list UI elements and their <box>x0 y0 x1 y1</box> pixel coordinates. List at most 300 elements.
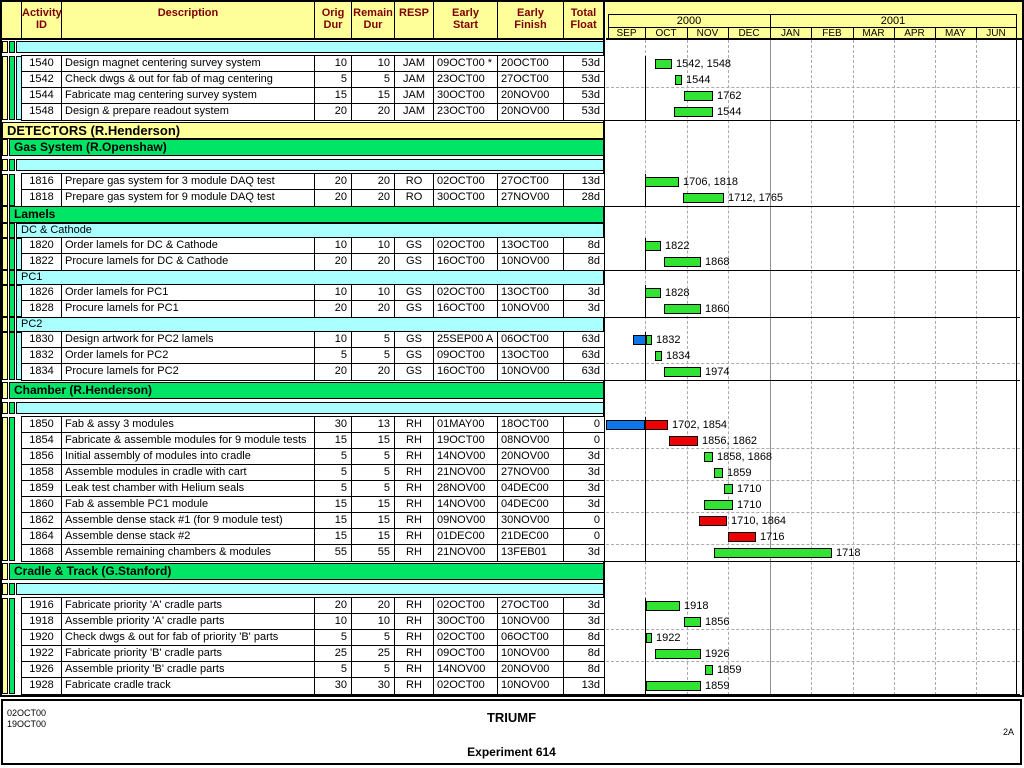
activity-row-1830[interactable] <box>22 332 604 348</box>
cell-es: 09OCT00 * <box>434 56 498 71</box>
bar-label-1864: 1716 <box>760 531 785 543</box>
cell-resp: RH <box>395 630 434 645</box>
group-stripe-yellow <box>2 402 8 414</box>
gantt-bar-1542[interactable] <box>675 75 682 85</box>
cell-ef: 13OCT00 <box>498 348 564 363</box>
group-band-gas-system-r-openshaw[interactable]: Gas System (R.Openshaw) <box>9 139 604 156</box>
cell-es: 30OCT00 <box>434 614 498 629</box>
column-header-desc <box>62 2 315 40</box>
cell-remain: 15 <box>352 529 395 544</box>
cell-es: 01DEC00 <box>434 529 498 544</box>
cell-remain: 20 <box>352 254 395 270</box>
cell-id: 1544 <box>22 88 62 103</box>
cell-ef: 04DEC00 <box>498 481 564 496</box>
column-header-line1: Remain <box>353 7 393 19</box>
group-band-spacer <box>16 159 604 171</box>
group-stripe-yellow <box>2 598 8 694</box>
year-tick <box>608 14 609 27</box>
gantt-bar-1816[interactable] <box>645 177 679 187</box>
activity-row-1856[interactable] <box>22 449 604 465</box>
activity-row-1826[interactable] <box>22 285 604 301</box>
month-tick <box>728 27 729 40</box>
group-stripe-green <box>9 223 15 238</box>
column-header-line1: Early <box>517 7 544 19</box>
row-separator-gridline <box>606 544 1020 545</box>
activity-row-1816[interactable] <box>22 174 604 190</box>
activity-row-1832[interactable] <box>22 348 604 364</box>
block-bottom-line <box>605 120 1020 121</box>
cell-remain: 20 <box>352 174 395 189</box>
cell-tf: 53d <box>581 57 600 69</box>
cell-remain: 55 <box>352 545 395 561</box>
cell-id: 1818 <box>22 190 62 206</box>
cell-id: 1864 <box>22 529 62 544</box>
gantt-bar-1830[interactable] <box>646 335 652 345</box>
cell-desc: Design & prepare readout system <box>62 104 315 120</box>
group-stripe-green <box>9 285 15 317</box>
cell-desc: Fabricate priority 'B' cradle parts <box>62 646 315 661</box>
cell-orig: 15 <box>315 88 352 103</box>
cell-orig: 15 <box>315 529 352 544</box>
cell-es: 30OCT00 <box>434 88 498 103</box>
activity-table-block <box>21 173 605 207</box>
cell-desc: Order lamels for PC2 <box>62 348 315 363</box>
group-band-pc1[interactable]: PC1 <box>16 270 604 285</box>
group-band-dc-cathode[interactable]: DC & Cathode <box>16 223 604 238</box>
cell-remain: 10 <box>352 238 395 253</box>
column-header-line2: Dur <box>363 19 383 31</box>
group-stripe-yellow <box>2 238 8 270</box>
cell-id: 1916 <box>22 598 62 613</box>
gantt-bar-1858[interactable] <box>714 468 723 478</box>
gantt-bar-1856[interactable] <box>704 452 713 462</box>
block-bottom-line <box>605 270 1020 271</box>
cell-desc: Assemble priority 'B' cradle parts <box>62 662 315 677</box>
cell-id: 1868 <box>22 545 62 561</box>
gantt-bar-1826[interactable] <box>645 288 661 298</box>
cell-id: 1859 <box>22 481 62 496</box>
column-header-line1: RESP <box>399 7 429 19</box>
cell-orig: 15 <box>315 497 352 512</box>
block-bottom-line <box>605 380 1020 381</box>
cell-ef: 27NOV00 <box>498 465 564 480</box>
cell-id: 1826 <box>22 285 62 300</box>
column-header-line2: ID <box>36 19 47 31</box>
month-tick <box>770 27 771 40</box>
cell-ef: 27OCT00 <box>498 174 564 189</box>
activity-row-1868[interactable] <box>22 545 604 561</box>
group-band-spacer <box>16 41 604 53</box>
month-header-jun: JUN <box>986 28 1006 39</box>
cell-tf: 28d <box>581 191 600 203</box>
bar-label-1854: 1856, 1862 <box>702 435 758 447</box>
cell-resp: RH <box>395 417 434 432</box>
row-separator-gridline <box>606 480 1020 481</box>
cell-desc: Order lamels for PC1 <box>62 285 315 300</box>
cell-ef: 10NOV00 <box>498 646 564 661</box>
block-bottom-line <box>605 206 1020 207</box>
month-tick <box>894 27 895 40</box>
cell-ef: 21DEC00 <box>498 529 564 544</box>
bar-label-1916: 1918 <box>684 600 709 612</box>
gantt-bar-1548[interactable] <box>674 107 713 117</box>
cell-tf: 63d <box>581 365 600 377</box>
group-stripe-green <box>9 270 15 285</box>
group-stripe-yellow <box>2 417 8 561</box>
gantt-block <box>606 332 1020 380</box>
gantt-bar-1868[interactable] <box>714 548 832 558</box>
activity-row-1854[interactable] <box>22 433 604 449</box>
cell-es: 09NOV00 <box>434 513 498 528</box>
gantt-bar-1918[interactable] <box>684 617 701 627</box>
cell-id: 1854 <box>22 433 62 448</box>
cell-ef: 18OCT00 <box>498 417 564 432</box>
column-header-line1: Description <box>157 7 219 19</box>
bar-label-1856: 1858, 1868 <box>717 451 773 463</box>
group-band-pc2[interactable]: PC2 <box>16 317 604 332</box>
cell-id: 1820 <box>22 238 62 253</box>
activity-row-1859[interactable] <box>22 481 604 497</box>
cell-orig: 5 <box>315 630 352 645</box>
cell-remain: 15 <box>352 433 395 448</box>
gantt-bar-1859[interactable] <box>724 484 733 494</box>
cell-remain: 5 <box>352 465 395 480</box>
cell-ef: 13OCT00 <box>498 285 564 300</box>
activity-row-1544[interactable] <box>22 88 604 104</box>
cell-es: 02OCT00 <box>434 678 498 694</box>
cell-ef: 13FEB01 <box>498 545 564 561</box>
cell-orig: 10 <box>315 238 352 253</box>
gantt-bar-1916[interactable] <box>646 601 680 611</box>
bar-label-1859: 1710 <box>737 483 762 495</box>
cell-orig: 10 <box>315 614 352 629</box>
cell-desc: Fab & assemble PC1 module <box>62 497 315 512</box>
activity-row-1920[interactable] <box>22 630 604 646</box>
cell-resp: RO <box>395 190 434 206</box>
group-band-lamels[interactable]: Lamels <box>9 206 604 223</box>
bar-label-1922: 1926 <box>705 648 730 660</box>
activity-table-block <box>21 597 605 695</box>
cell-resp: RH <box>395 678 434 694</box>
cell-ef: 20NOV00 <box>498 88 564 103</box>
sheet-number: 2A <box>1002 727 1014 737</box>
gantt-bar-1920[interactable] <box>646 633 652 643</box>
activity-row-1926[interactable] <box>22 662 604 678</box>
cell-resp: GS <box>395 285 434 300</box>
cell-id: 1862 <box>22 513 62 528</box>
gantt-bar-1864[interactable] <box>728 532 756 542</box>
cell-es: 09OCT00 <box>434 348 498 363</box>
footer-start-date: 02OCT00 <box>7 708 47 718</box>
activity-row-1822[interactable] <box>22 254 604 270</box>
row-separator-gridline <box>606 661 1020 662</box>
report-subtitle: Experiment 614 <box>467 745 556 759</box>
group-stripe-yellow <box>2 174 8 206</box>
activity-row-1916[interactable] <box>22 598 604 614</box>
cell-tf: 13d <box>581 175 600 187</box>
cell-orig: 5 <box>315 348 352 363</box>
activity-row-1918[interactable] <box>22 614 604 630</box>
activity-row-1828[interactable] <box>22 301 604 317</box>
cell-es: 28NOV00 <box>434 481 498 496</box>
cell-orig: 5 <box>315 662 352 677</box>
column-header-orig <box>315 2 352 40</box>
cell-remain: 15 <box>352 88 395 103</box>
bar-label-1862: 1710, 1864 <box>731 515 787 527</box>
cell-remain: 5 <box>352 481 395 496</box>
cell-resp: JAM <box>395 104 434 120</box>
column-header-line1: Early <box>452 7 479 19</box>
cell-es: 30OCT00 <box>434 190 498 206</box>
cell-resp: RH <box>395 598 434 613</box>
cell-remain: 5 <box>352 449 395 464</box>
row-separator-gridline <box>606 448 1020 449</box>
cell-orig: 10 <box>315 285 352 300</box>
activity-row-1862[interactable] <box>22 513 604 529</box>
cell-orig: 10 <box>315 56 352 71</box>
bar-label-1826: 1828 <box>665 287 690 299</box>
cell-tf: 3d <box>587 466 600 478</box>
cell-resp: RH <box>395 614 434 629</box>
cell-resp: GS <box>395 332 434 347</box>
cell-orig: 5 <box>315 481 352 496</box>
bar-label-1832: 1834 <box>666 350 691 362</box>
month-tick <box>1016 27 1017 40</box>
activity-row-1864[interactable] <box>22 529 604 545</box>
gantt-block <box>606 598 1020 694</box>
cell-es: 16OCT00 <box>434 364 498 380</box>
cell-desc: Initial assembly of modules into cradle <box>62 449 315 464</box>
report-title: TRIUMF <box>486 710 537 725</box>
activity-row-1928[interactable] <box>22 678 604 694</box>
year-header-2001: 2001 <box>880 15 906 27</box>
gantt-bar-1926[interactable] <box>705 665 713 675</box>
cell-remain: 15 <box>352 497 395 512</box>
cell-tf: 3d <box>587 482 600 494</box>
cell-id: 1834 <box>22 364 62 380</box>
group-stripe-yellow <box>2 206 8 223</box>
cell-tf: 63d <box>581 333 600 345</box>
gantt-bar-1850[interactable] <box>645 420 668 430</box>
column-header-gutter <box>2 2 22 40</box>
bar-label-1540: 1542, 1548 <box>676 58 732 70</box>
cell-es: 23OCT00 <box>434 72 498 87</box>
cell-es: 02OCT00 <box>434 174 498 189</box>
cell-tf: 53d <box>581 105 600 117</box>
month-header-dec: DEC <box>738 28 760 39</box>
bar-label-1830: 1832 <box>656 334 681 346</box>
activity-row-1540[interactable] <box>22 56 604 72</box>
cell-remain: 20 <box>352 190 395 206</box>
cell-id: 1920 <box>22 630 62 645</box>
gantt-bar-1544[interactable] <box>684 91 713 101</box>
cell-es: 14NOV00 <box>434 662 498 677</box>
group-band-cradle-track-g-stanford[interactable]: Cradle & Track (G.Stanford) <box>9 563 604 580</box>
footer-data-date: 19OCT00 <box>7 719 47 729</box>
cell-id: 1822 <box>22 254 62 270</box>
gantt-block <box>606 417 1020 561</box>
cell-es: 21NOV00 <box>434 545 498 561</box>
gantt-bar-1928[interactable] <box>646 681 701 691</box>
column-header-line2: Float <box>570 19 597 31</box>
month-tick <box>976 27 977 40</box>
gantt-bar-1830[interactable] <box>633 335 646 345</box>
cell-resp: RH <box>395 662 434 677</box>
cell-orig: 30 <box>315 417 352 432</box>
cell-remain: 20 <box>352 598 395 613</box>
gantt-bar-1922[interactable] <box>655 649 701 659</box>
activity-row-1834[interactable] <box>22 364 604 380</box>
column-header-line2: Dur <box>323 19 343 31</box>
column-header-id <box>22 2 62 40</box>
column-header-tf <box>564 2 604 40</box>
cell-desc: Assemble dense stack #1 (for 9 module test) <box>62 513 315 528</box>
cell-tf: 8d <box>587 239 600 251</box>
cell-ef: 10NOV00 <box>498 364 564 380</box>
cell-remain: 20 <box>352 301 395 317</box>
bar-label-1868: 1718 <box>836 547 861 559</box>
group-stripe-yellow <box>2 382 8 399</box>
bar-label-1928: 1859 <box>705 680 730 692</box>
bar-label-1926: 1859 <box>717 664 742 676</box>
column-header-remain <box>352 2 395 40</box>
month-header-mar: MAR <box>862 28 885 39</box>
month-header-feb: FEB <box>822 28 842 39</box>
cell-es: 09OCT00 <box>434 646 498 661</box>
year-tick <box>770 14 771 27</box>
group-band-spacer <box>16 402 604 414</box>
cell-id: 1548 <box>22 104 62 120</box>
cell-es: 21NOV00 <box>434 465 498 480</box>
activity-row-1860[interactable] <box>22 497 604 513</box>
activity-row-1542[interactable] <box>22 72 604 88</box>
gantt-bar-1850[interactable] <box>606 420 645 430</box>
cell-resp: GS <box>395 301 434 317</box>
column-header-line2: Finish <box>514 19 547 31</box>
cell-desc: Fab & assy 3 modules <box>62 417 315 432</box>
group-band-detectors-r-henderson[interactable]: DETECTORS (R.Henderson) <box>2 122 604 139</box>
group-stripe-green <box>9 583 15 595</box>
cell-tf: 63d <box>581 349 600 361</box>
cell-es: 16OCT00 <box>434 301 498 317</box>
activity-row-1858[interactable] <box>22 465 604 481</box>
group-band-chamber-r-henderson[interactable]: Chamber (R.Henderson) <box>9 382 604 399</box>
group-stripe-green <box>9 317 15 332</box>
cell-es: 02OCT00 <box>434 238 498 253</box>
bar-label-1820: 1822 <box>665 240 690 252</box>
gantt-bar-1818[interactable] <box>683 193 724 203</box>
activity-row-1818[interactable] <box>22 190 604 206</box>
cell-resp: RH <box>395 433 434 448</box>
activity-row-1548[interactable] <box>22 104 604 120</box>
footer <box>1 699 1022 765</box>
cell-remain: 10 <box>352 614 395 629</box>
cell-ef: 20OCT00 <box>498 56 564 71</box>
cell-es: 19OCT00 <box>434 433 498 448</box>
cell-es: 25SEP00 A <box>434 332 498 347</box>
group-stripe-green <box>9 41 15 53</box>
gantt-bar-1822[interactable] <box>664 257 701 267</box>
activity-table-block <box>21 331 605 381</box>
month-tick <box>853 27 854 40</box>
cell-remain: 5 <box>352 332 395 347</box>
cell-ef: 27OCT00 <box>498 598 564 613</box>
column-header-line1: Total <box>570 7 597 19</box>
gantt-bar-1820[interactable] <box>645 241 661 251</box>
cell-remain: 13 <box>352 417 395 432</box>
bar-label-1828: 1860 <box>705 303 730 315</box>
gantt-bar-1832[interactable] <box>655 351 662 361</box>
year-header-2000: 2000 <box>676 15 702 27</box>
cell-es: 02OCT00 <box>434 285 498 300</box>
month-header-oct: OCT <box>655 28 677 39</box>
cell-desc: Fabricate mag centering survey system <box>62 88 315 103</box>
cell-desc: Design magnet centering survey system <box>62 56 315 71</box>
cell-tf: 3d <box>587 498 600 510</box>
cell-tf: 53d <box>581 73 600 85</box>
cell-id: 1542 <box>22 72 62 87</box>
cell-resp: RO <box>395 174 434 189</box>
cell-resp: JAM <box>395 56 434 71</box>
group-stripe-yellow <box>2 317 8 332</box>
activity-row-1820[interactable] <box>22 238 604 254</box>
cell-tf: 3d <box>587 450 600 462</box>
group-stripe-yellow <box>2 285 8 317</box>
cell-remain: 5 <box>352 348 395 363</box>
month-tick <box>608 27 609 40</box>
group-stripe-yellow <box>2 159 8 171</box>
cell-remain: 10 <box>352 56 395 71</box>
cell-tf: 0 <box>593 530 600 542</box>
bar-label-1822: 1868 <box>705 256 730 268</box>
cell-tf: 3d <box>587 615 600 627</box>
cell-desc: Fabricate cradle track <box>62 678 315 694</box>
cell-ef: 20NOV00 <box>498 104 564 120</box>
gantt-bar-1828[interactable] <box>664 304 701 314</box>
gantt-bar-1860[interactable] <box>704 500 733 510</box>
cell-ef: 13OCT00 <box>498 238 564 253</box>
cell-es: 02OCT00 <box>434 598 498 613</box>
cell-orig: 5 <box>315 72 352 87</box>
cell-resp: RH <box>395 481 434 496</box>
cell-orig: 20 <box>315 190 352 206</box>
column-header-line2: Start <box>452 19 479 31</box>
cell-id: 1860 <box>22 497 62 512</box>
bar-label-1548: 1544 <box>717 106 742 118</box>
block-bottom-line <box>605 561 1020 562</box>
cell-desc: Design artwork for PC2 lamels <box>62 332 315 347</box>
cell-remain: 5 <box>352 662 395 677</box>
cell-id: 1922 <box>22 646 62 661</box>
cell-es: 01MAY00 <box>434 417 498 432</box>
cell-orig: 15 <box>315 513 352 528</box>
bar-label-1818: 1712, 1765 <box>728 192 784 204</box>
month-header-apr: APR <box>904 28 925 39</box>
gantt-block <box>606 174 1020 206</box>
cell-tf: 0 <box>593 434 600 446</box>
gantt-bar-1854[interactable] <box>669 436 698 446</box>
gantt-bar-1834[interactable] <box>664 367 701 377</box>
gantt-bar-1540[interactable] <box>655 59 672 69</box>
activity-row-1922[interactable] <box>22 646 604 662</box>
cell-desc: Prepare gas system for 9 module DAQ test <box>62 190 315 206</box>
gantt-bar-1862[interactable] <box>699 516 727 526</box>
activity-row-1850[interactable] <box>22 417 604 433</box>
cell-resp: GS <box>395 254 434 270</box>
activity-table-block <box>21 237 605 271</box>
group-stripe-green <box>9 417 15 561</box>
cell-remain: 20 <box>352 104 395 120</box>
